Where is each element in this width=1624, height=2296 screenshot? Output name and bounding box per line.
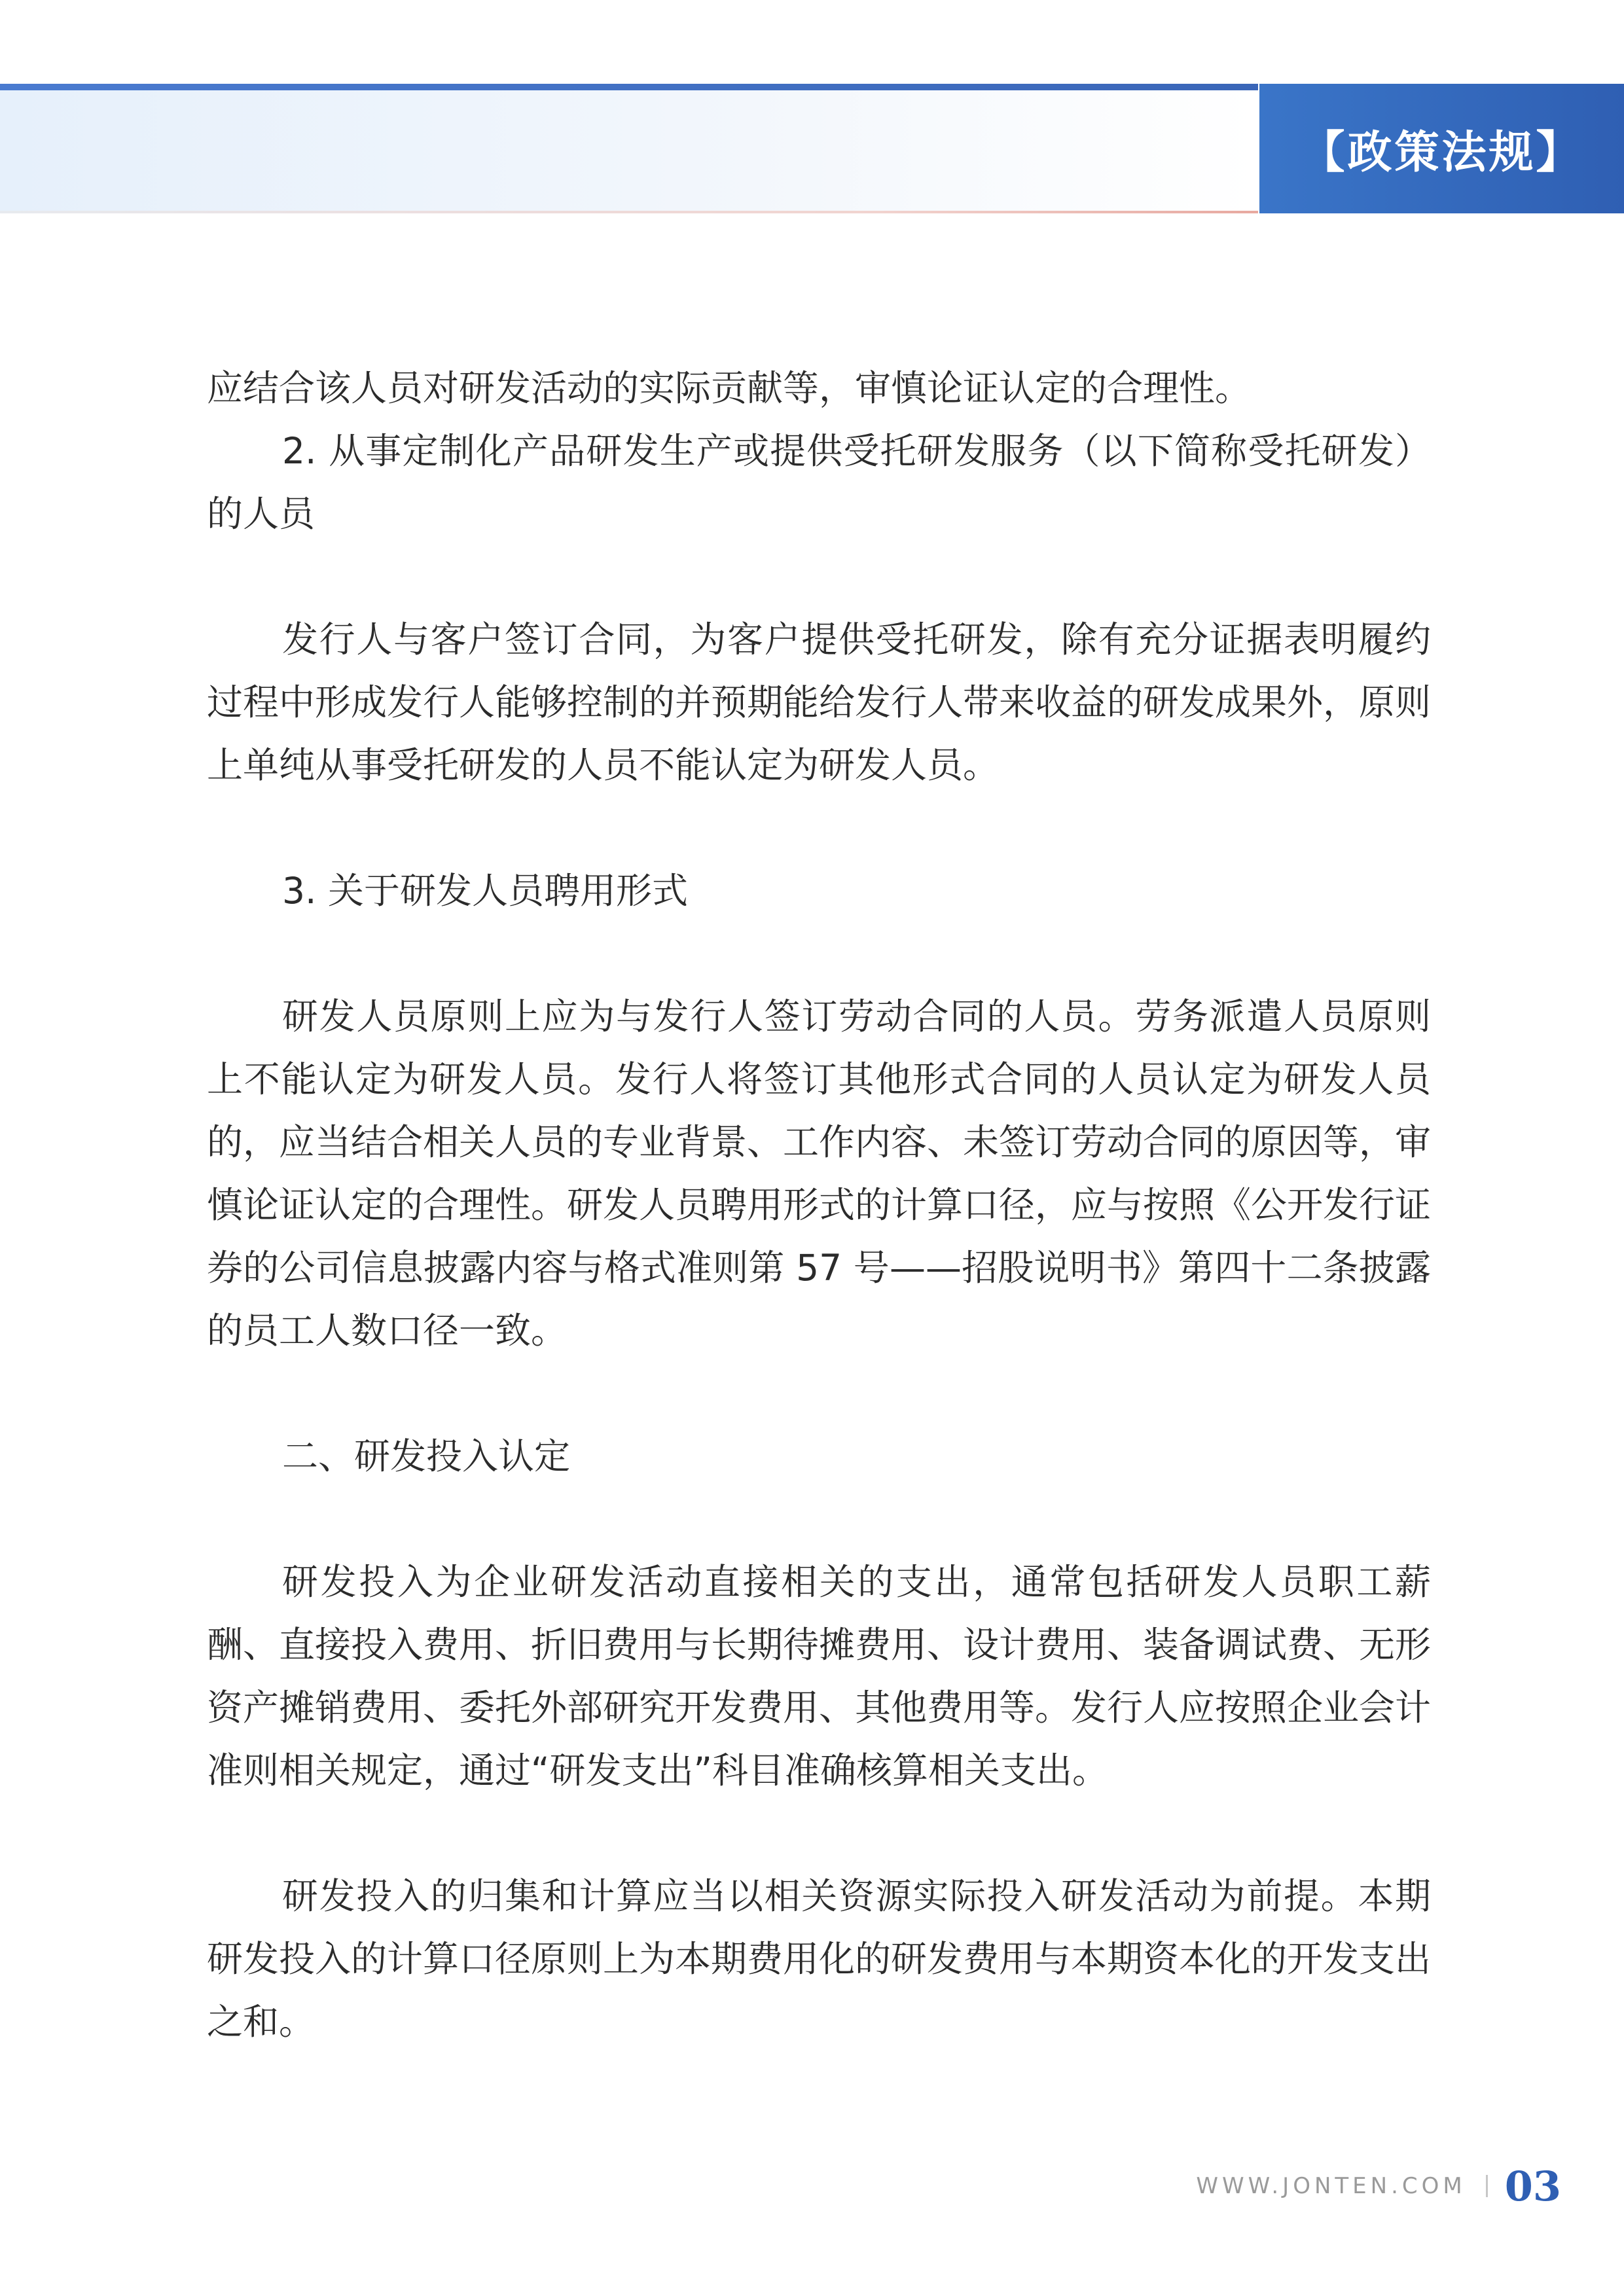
footer-divider	[1486, 2175, 1488, 2197]
section-label: 【政策法规】	[1300, 126, 1583, 179]
paragraph-rd-input-calculation: 研发投入的归集和计算应当以相关资源实际投入研发活动为前提。本期研发投入的计算口径原则上为本期费用化的研发费用与本期资本化的开发支出之和。	[207, 1875, 1432, 2043]
paragraph-gap	[207, 1362, 1431, 1425]
page-footer	[1196, 2160, 1561, 2212]
section-tab	[1259, 84, 1624, 213]
header-top-line	[0, 84, 1258, 90]
item-heading-3: 3. 关于研发人员聘用形式	[282, 870, 688, 912]
paragraph-gap	[207, 1488, 1431, 1551]
website-url[interactable]: WWW.JONTEN.COM	[1196, 2173, 1466, 2199]
article-body	[207, 357, 1431, 2053]
paragraph-entrusted-rd: 发行人与客户签订合同，为客户提供受托研发，除有充分证据表明履约过程中形成发行人能够控制的并预期能给发行人带来收益的研发成果外，原则上单纯从事受托研发的人员不能认定为研发人员。	[207, 619, 1432, 786]
paragraph-gap	[207, 922, 1431, 985]
paragraph-continuation: 应结合该人员对研发活动的实际贡献等，审慎论证认定的合理性。	[207, 367, 1252, 409]
paragraph-gap	[207, 1802, 1431, 1865]
paragraph-employment-form: 研发人员原则上应为与发行人签订劳动合同的人员。劳务派遣人员原则上不能认定为研发人员。发行人将签订其他形式合同的人员认定为研发人员的，应当结合相关人员的专业背景、工作内容、未签订劳动合同的原因等，审慎论证认定的合理性。研发人员聘用形式的计算口径，应与按照《公开发行证券的公司信息披露内容与格式准则第 57 号——招股说明书》第四十二条披露的员工人数口径一致。	[207, 996, 1432, 1352]
header-band	[0, 90, 1258, 211]
paragraph-gap	[207, 797, 1431, 859]
header-underline	[0, 211, 1258, 213]
item-heading-2: 2. 从事定制化产品研发生产或提供受托研发服务（以下简称受托研发）的人员	[207, 430, 1431, 535]
paragraph-rd-input-definition: 研发投入为企业研发活动直接相关的支出，通常包括研发人员职工薪酬、直接投入费用、折旧费用与长期待摊费用、设计费用、装备调试费、无形资产摊销费用、委托外部研究开发费用、其他费用等。发行人应按照企业会计准则相关规定，通过“研发支出”科目准确核算相关支出。	[207, 1561, 1432, 1791]
section-heading-2: 二、研发投入认定	[282, 1435, 571, 1477]
paragraph-gap	[207, 545, 1431, 608]
page-number: 03	[1504, 2162, 1561, 2210]
